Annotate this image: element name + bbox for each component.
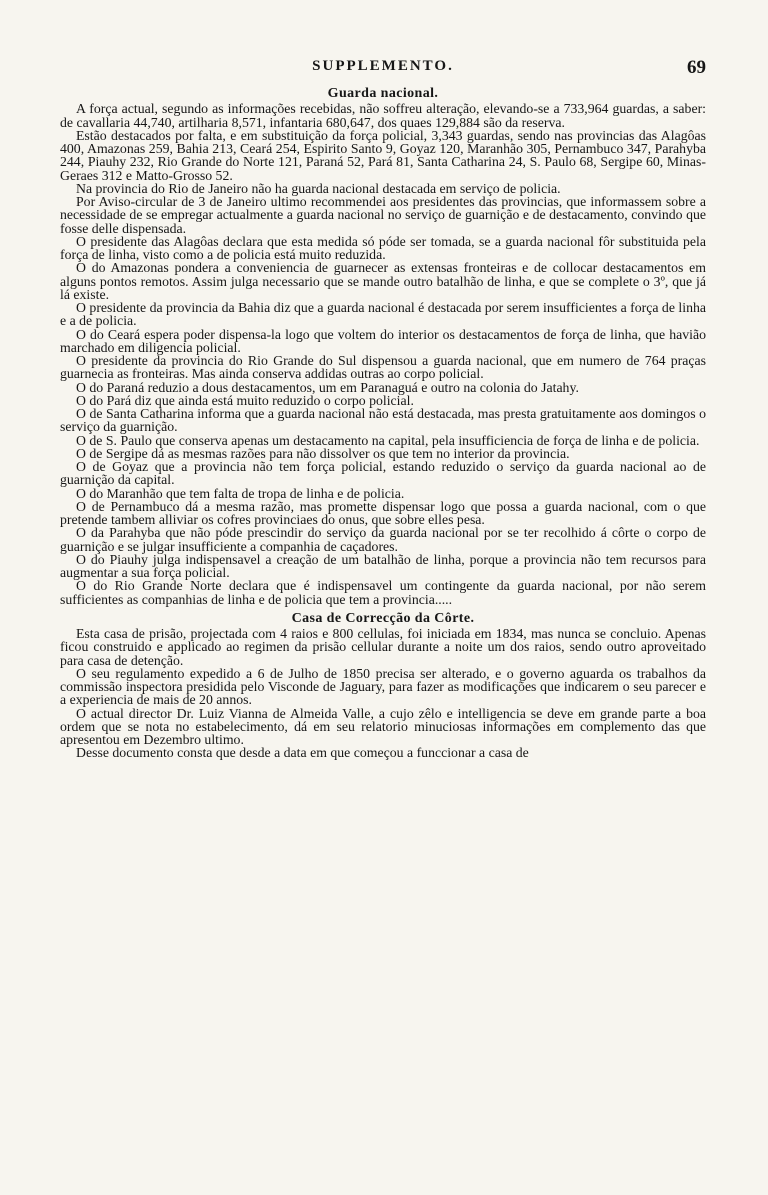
paragraph: Esta casa de prisão, projectada com 4 raios e 800 cellulas, foi iniciada em 1834, mas nunca se concluio. Apenas ficou construido e applicado ao regimen da prisão cellular durante a noite um dos raios, sendo outro aproveitado para casa de detenção.	[60, 626, 706, 668]
paragraph: O da Parahyba que não póde prescindir do serviço da guarda nacional por se ter recolhido á côrte o corpo de guarnição e se julgar insufficiente a companhia de caçadores.	[60, 525, 706, 554]
paragraph: O actual director Dr. Luiz Vianna de Almeida Valle, a cujo zêlo e intelligencia se deve em grande parte a boa ordem que se nota no estabelecimento, dá em seu relatorio minuciosas informações em complemento das que apresentou em Dezembro ultimo.	[60, 705, 706, 747]
paragraph: O de Pernambuco dá a mesma razão, mas promette dispensar logo que possa a guarda nacional, com o que pretende tambem alliviar os cofres provinciaes do onus, que sobre elles pesa.	[60, 498, 706, 527]
paragraph: O de Santa Catharina informa que a guarda nacional não está destacada, mas presta gratuitamente aos domingos o serviço da guarnição.	[60, 406, 706, 435]
section-heading: Casa de Correcção da Côrte.	[291, 610, 475, 626]
paragraph: O seu regulamento expedido a 6 de Julho de 1850 precisa ser alterado, e o governo aguarda os trabalhos da commissão inspectora presidida pelo Visconde de Jaguary, para fazer as modificações que indicarem o seu parecer e a experiencia de mais de 20 annos.	[60, 665, 706, 708]
body-text	[60, 87, 706, 760]
paragraph: Na provincia do Rio de Janeiro não ha guarda nacional destacada em serviço de policia.	[76, 180, 561, 196]
paragraph: O do Rio Grande Norte declara que é indispensavel um contingente da guarda nacional, por não serem sufficientes as companhias de linha e de policia que tem a provincia.....	[60, 578, 706, 607]
paragraph: O de Goyaz que a provincia não tem força policial, estando reduzido o serviço da guarda nacional ao de guarnição da capital.	[60, 459, 706, 488]
page-number: 69	[687, 57, 706, 78]
running-title: SUPPLEMENTO.	[312, 58, 454, 74]
paragraph: O do Maranhão que tem falta de tropa de linha e de policia.	[76, 485, 405, 501]
paragraph: Por Aviso-circular de 3 de Janeiro ultimo recommendei aos presidentes das provincias, que informassem sobre a necessidade de se empregar actualmente a guarda nacional no serviço de guarnição e de destacamento, convindo que fosse delle dispensada.	[60, 194, 706, 236]
paragraph: A força actual, segundo as informações recebidas, não soffreu alteração, elevando-se a 733,964 guardas, a saber: de cavallaria 44,740, artilharia 8,571, infantaria 680,647, dos quaes 129,884 são da reserva.	[60, 101, 706, 130]
running-header	[60, 58, 706, 80]
paragraph: O do Ceará espera poder dispensa-la logo que voltem do interior os destacamentos de força de linha, que havião marchado em diligencia policial.	[60, 326, 706, 355]
paragraph: O do Pará diz que ainda está muito reduzido o corpo policial.	[76, 392, 414, 408]
section-casa-de-correccao	[60, 612, 706, 760]
paragraph: Estão destacados por falta, e em substituição da força policial, 3,343 guardas, sendo nas provincias das Alagôas 400, Amazonas 259, Bahia 213, Ceará 254, Espirito Santo 9, Goyaz 120, Maranhão 305, Pernambuco 347, Parahyba 244, Piauhy 232, Rio Grande do Norte 121, Paraná 52, Pará 81, Santa Catharina 24, S. Paulo 68, Sergipe 60, Minas-Geraes 312 e Matto-Grosso 52.	[60, 127, 706, 183]
paragraph: O de Sergipe dá as mesmas razões para não dissolver os que tem no interior da provincia.	[76, 445, 570, 461]
paragraph: O presidente da provincia do Rio Grande do Sul dispensou a guarda nacional, que em numero de 764 praças guarnecia as fronteiras. Mas ainda conserva addidas outras ao corpo policial.	[60, 353, 706, 382]
paragraph: O do Piauhy julga indispensavel a creação de um batalhão de linha, porque a provincia não tem recursos para augmentar a sua força policial.	[60, 551, 706, 580]
paragraph: O de S. Paulo que conserva apenas um destacamento na capital, pela insufficiencia de força de linha e de policia.	[76, 432, 700, 448]
paragraph: O do Amazonas pondera a conveniencia de guarnecer as extensas fronteiras e de collocar destacamentos em alguns pontos remotos. Assim julga necessario que se mande outro batalhão de linha, e que se complete o 3º, que já lá existe.	[60, 260, 706, 302]
paragraph: O presidente das Alagôas declara que esta medida só póde ser tomada, se a guarda nacional fôr substituida pela força de linha, visto como a de policia está muito reduzida.	[60, 233, 706, 262]
paragraph: Desse documento consta que desde a data em que começou a funccionar a casa de	[76, 745, 529, 761]
section-guarda-nacional	[60, 87, 706, 606]
paragraph: O do Paraná reduzio a dous destacamentos, um em Paranaguá e outro na colonia do Jatahy.	[76, 379, 579, 395]
paragraph: O presidente da provincia da Bahia diz que a guarda nacional é destacada por serem insufficientes a força de linha e a de policia.	[60, 300, 706, 329]
section-heading: Guarda nacional.	[327, 86, 439, 101]
